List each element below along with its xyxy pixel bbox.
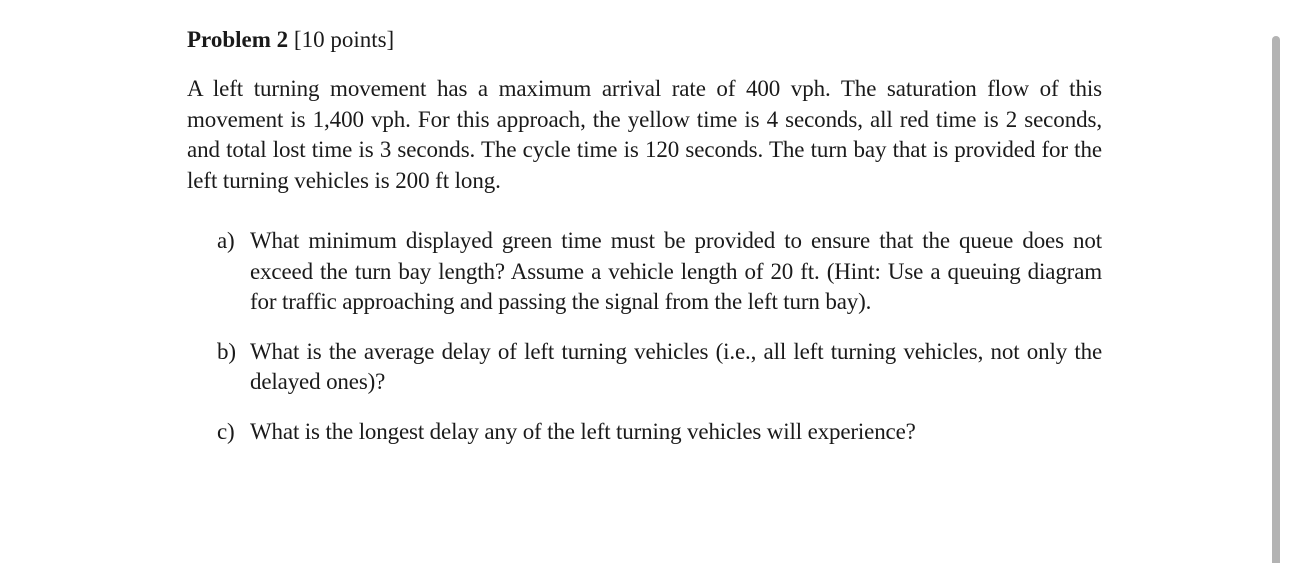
question-marker: c) [217, 418, 235, 444]
question-marker: a) [217, 228, 235, 253]
problem-heading [187, 24, 1102, 56]
question-item [217, 337, 1102, 398]
question-marker: b) [217, 338, 236, 364]
question-item [217, 417, 1102, 448]
problem-points: [10 points] [293, 27, 395, 52]
question-text: What is the average delay of left turning vehicles (i.e., all left turning vehicles, not only the delayed ones)? [250, 338, 1102, 394]
problem-document [187, 24, 1102, 444]
question-item [217, 226, 1102, 318]
question-text: What is the longest delay any of the left turning vehicles will experience? [250, 418, 916, 444]
problem-statement: A left turning movement has a maximum arrival rate of 400 vph. The saturation flow of this movement is 1,400 vph. For this approach, the yellow time is 4 seconds, all red time is 2 seconds, and total lost time is 3 seconds. The cycle time is 120 seconds. The turn bay that is provided for the left turning vehicles is 200 ft long. [187, 76, 1102, 194]
problem-title: Problem 2 [187, 27, 289, 52]
vertical-scrollbar[interactable] [1272, 36, 1280, 563]
question-text: What minimum displayed green time must be provided to ensure that the queue does not exceed the turn bay length? Assume a vehicle length of 20 ft. (Hint: Use a queuing diagram for traffic approaching and passing the signal from the left turn bay). [250, 228, 1102, 314]
question-list [217, 226, 1102, 466]
